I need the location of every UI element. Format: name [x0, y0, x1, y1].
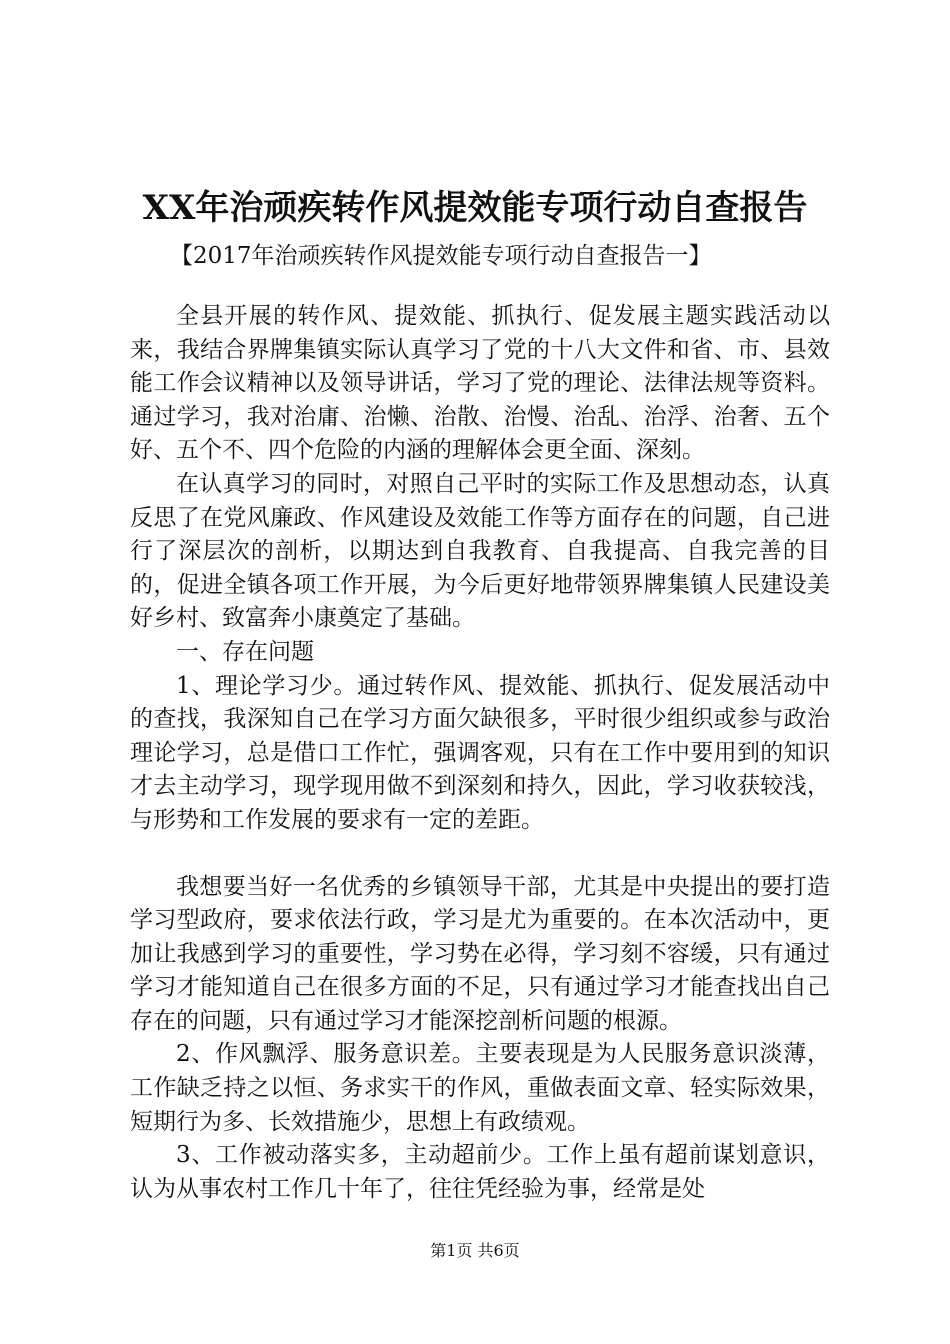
page-footer: 第1页 共6页	[430, 1241, 520, 1260]
document-body	[130, 300, 830, 1206]
paragraph: 1、理论学习少。通过转作风、提效能、抓执行、促发展活动中的查找，我深知自己在学习方面欠缺很多，平时很少组织或参与政治理论学习，总是借口工作忙，强调客观，只有在工作中要用到的知识才去主动学习，现学现用做不到深刻和持久，因此，学习收获较浅，与形势和工作发展的要求有一定的差距。	[130, 672, 830, 833]
paragraph: 2、作风飘浮、服务意识差。主要表现是为人民服务意识淡薄，工作缺乏持之以恒、务求实干的作风，重做表面文章、轻实际效果，短期行为多、长效措施少，思想上有政绩观。	[130, 1041, 830, 1135]
document-subtitle: 【2017年治顽疾转作风提效能专项行动自查报告一】	[170, 243, 712, 269]
document-title: XX年治顽疾转作风提效能专项行动自查报告	[142, 188, 808, 228]
paragraph: 全县开展的转作风、提效能、抓执行、促发展主题实践活动以来，我结合界牌集镇实际认真学习了党的十八大文件和省、市、县效能工作会议精神以及领导讲话，学习了党的理论、法律法规等资料。通过学习，我对治庸、治懒、治散、治慢、治乱、治浮、治奢、五个好、五个不、四个危险的内涵的理解体会更全面、深刻。	[130, 303, 830, 464]
paragraph: 我想要当好一名优秀的乡镇领导干部，尤其是中央提出的要打造学习型政府，要求依法行政，学习是尤为重要的。在本次活动中，更加让我感到学习的重要性，学习势在必得，学习刻不容缓，只有通过学习才能知道自己在很多方面的不足，只有通过学习才能查找出自己存在的问题，只有通过学习才能深挖剖析问题的根源。	[130, 873, 830, 1034]
section-heading: 一、存在问题	[176, 638, 314, 665]
paragraph: 3、工作被动落实多，主动超前少。工作上虽有超前谋划意识，认为从事农村工作几十年了，往往凭经验为事，经常是处	[130, 1142, 830, 1202]
paragraph: 在认真学习的同时，对照自己平时的实际工作及思想动态，认真反思了在党风廉政、作风建设及效能工作等方面存在的问题，自己进行了深层次的剖析，以期达到自我教育、自我提高、自我完善的目的，促进全镇各项工作开展，为今后更好地带领界牌集镇人民建设美好乡村、致富奔小康奠定了基础。	[130, 470, 830, 632]
